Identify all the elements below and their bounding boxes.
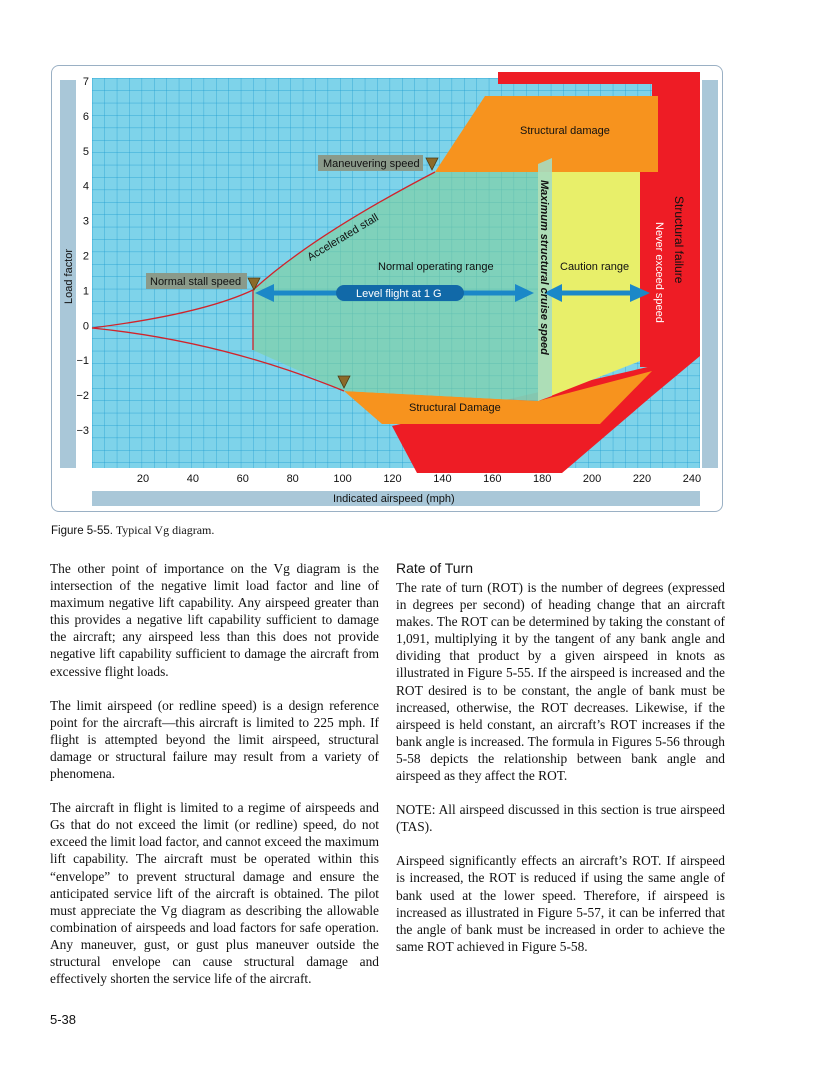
x-tick-label: 240: [682, 473, 702, 485]
left-paragraph-3: The aircraft in flight is limited to a regime of airspeeds and Gs that do not exceed the limit (or redline) speed, do not exceed the limit load factor, and cannot exceed the maximum lift capability. The aircraft must be operated within this “envelope” to prevent structural damage and ensure the anticipated service lift of the aircraft is obtained. The pilot must appreciate the Vg diagram as describing the allowable combination of airspeeds and load factors for safe operation. Any maneuver, gust, or gust plus maneuver outside the structural envelope can cause structural damage and effectively shorten the service life of the aircraft.: [50, 800, 379, 987]
x-tick-label: 220: [632, 473, 652, 485]
y-axis-ticks: [76, 76, 89, 437]
y-tick-label: −1: [76, 355, 89, 368]
load-factor-axis-label: Load factor: [63, 248, 75, 304]
x-tick-label: 160: [483, 473, 502, 485]
structural-damage-bottom-label: Structural Damage: [409, 402, 501, 414]
right-paragraph-2: NOTE: All airspeed discussed in this section is true airspeed (TAS).: [396, 802, 725, 835]
right-text-column: [396, 560, 725, 955]
y-tick-label: 2: [82, 250, 89, 263]
x-tick-label: 180: [533, 473, 552, 485]
y-tick-label: 1: [82, 285, 89, 298]
level-flight-label: Level flight at 1 G: [356, 288, 442, 300]
x-tick-label: 80: [286, 473, 299, 485]
normal-stall-speed-label: Normal stall speed: [150, 276, 242, 288]
y-tick-label: 4: [82, 180, 89, 193]
never-exceed-strip: [640, 172, 654, 367]
y-tick-label: 5: [82, 145, 89, 158]
x-tick-label: 20: [136, 473, 150, 485]
structural-failure-label: Structural failure: [672, 196, 686, 284]
airspeed-axis-label: Indicated airspeed (mph): [333, 493, 455, 505]
vg-diagram: [52, 66, 723, 512]
right-paragraph-3: Airspeed significantly effects an aircraft’s ROT. If airspeed is increased, the ROT is reduced if using the same angle of bank used at the lower speed. Therefore, if airspeed is increased as illustrated in Figure 5-57, it can be inferred that the angle of bank must be increased in order to achieve the same ROT achieved in Figure 5-58.: [396, 853, 725, 954]
x-tick-label: 100: [333, 473, 352, 485]
figure-caption-text: Typical Vg diagram.: [115, 523, 215, 537]
maneuvering-speed-label: Maneuvering speed: [323, 158, 420, 170]
never-exceed-speed-label: Never exceed speed: [653, 222, 665, 323]
x-tick-label: 120: [383, 473, 402, 485]
x-tick-label: 200: [582, 473, 602, 485]
vg-diagram-figure: [51, 65, 723, 512]
y-tick-label: −2: [76, 390, 89, 403]
x-axis-ticks: [137, 473, 701, 485]
y-tick-label: 6: [82, 110, 89, 123]
rate-of-turn-heading: Rate of Turn: [396, 560, 474, 576]
left-paragraph-1: The other point of importance on the Vg diagram is the intersection of the negative limit load factor and line of maximum negative lift capability. Any airspeed greater than this provides a negative lift capability sufficient to damage the aircraft; any airspeed less than this does not provide negative lift capability sufficient to damage the aircraft from excessive flight loads.: [50, 561, 379, 679]
accelerated-stall-label: Accelerated stall: [305, 211, 381, 264]
x-tick-label: 140: [433, 473, 452, 485]
left-text-column: [50, 560, 379, 987]
page-number: 5-38: [50, 1012, 77, 1027]
x-tick-label: 40: [186, 473, 200, 485]
y-tick-label: −3: [76, 425, 89, 437]
normal-operating-range-label: Normal operating range: [378, 261, 494, 273]
left-paragraph-2: The limit airspeed (or redline speed) is a design reference point for the aircraft—this aircraft is limited to 225 mph. If flight is attempted beyond the limit airspeed, structural damage or structural failure may result from a variety of phenomena.: [50, 697, 379, 782]
caution-range-region: [538, 172, 640, 401]
figure-number: Figure 5-55.: [51, 525, 114, 537]
y-tick-label: 7: [82, 76, 89, 88]
max-structural-cruise-label: Maximum structural cruise speed: [538, 180, 550, 355]
right-axis-bar: [702, 80, 718, 468]
figure-caption: [51, 523, 214, 538]
caution-range-label: Caution range: [560, 261, 630, 273]
x-tick-label: 60: [236, 473, 249, 485]
structural-damage-top-label: Structural damage: [520, 125, 610, 137]
y-tick-label: 3: [82, 215, 89, 228]
y-tick-label: 0: [82, 320, 89, 333]
right-paragraph-1: The rate of turn (ROT) is the number of degrees (expressed in degrees per second) of heading change that an aircraft makes. The ROT can be determined by taking the constant of 1,091, multiplying it by the tangent of any bank angle and dividing that product by a given airspeed in knots as illustrated in Figure 5-55. If the airspeed is increased and the ROT desired is to be constant, the angle of bank must be increased, otherwise, the ROT decreases. Likewise, if the airspeed is held constant, an aircraft’s ROT increases if the bank angle is increased. The formula in Figures 5-56 through 5-58 depicts the relationship between bank angle and airspeed as they affect the ROT.: [396, 580, 725, 784]
